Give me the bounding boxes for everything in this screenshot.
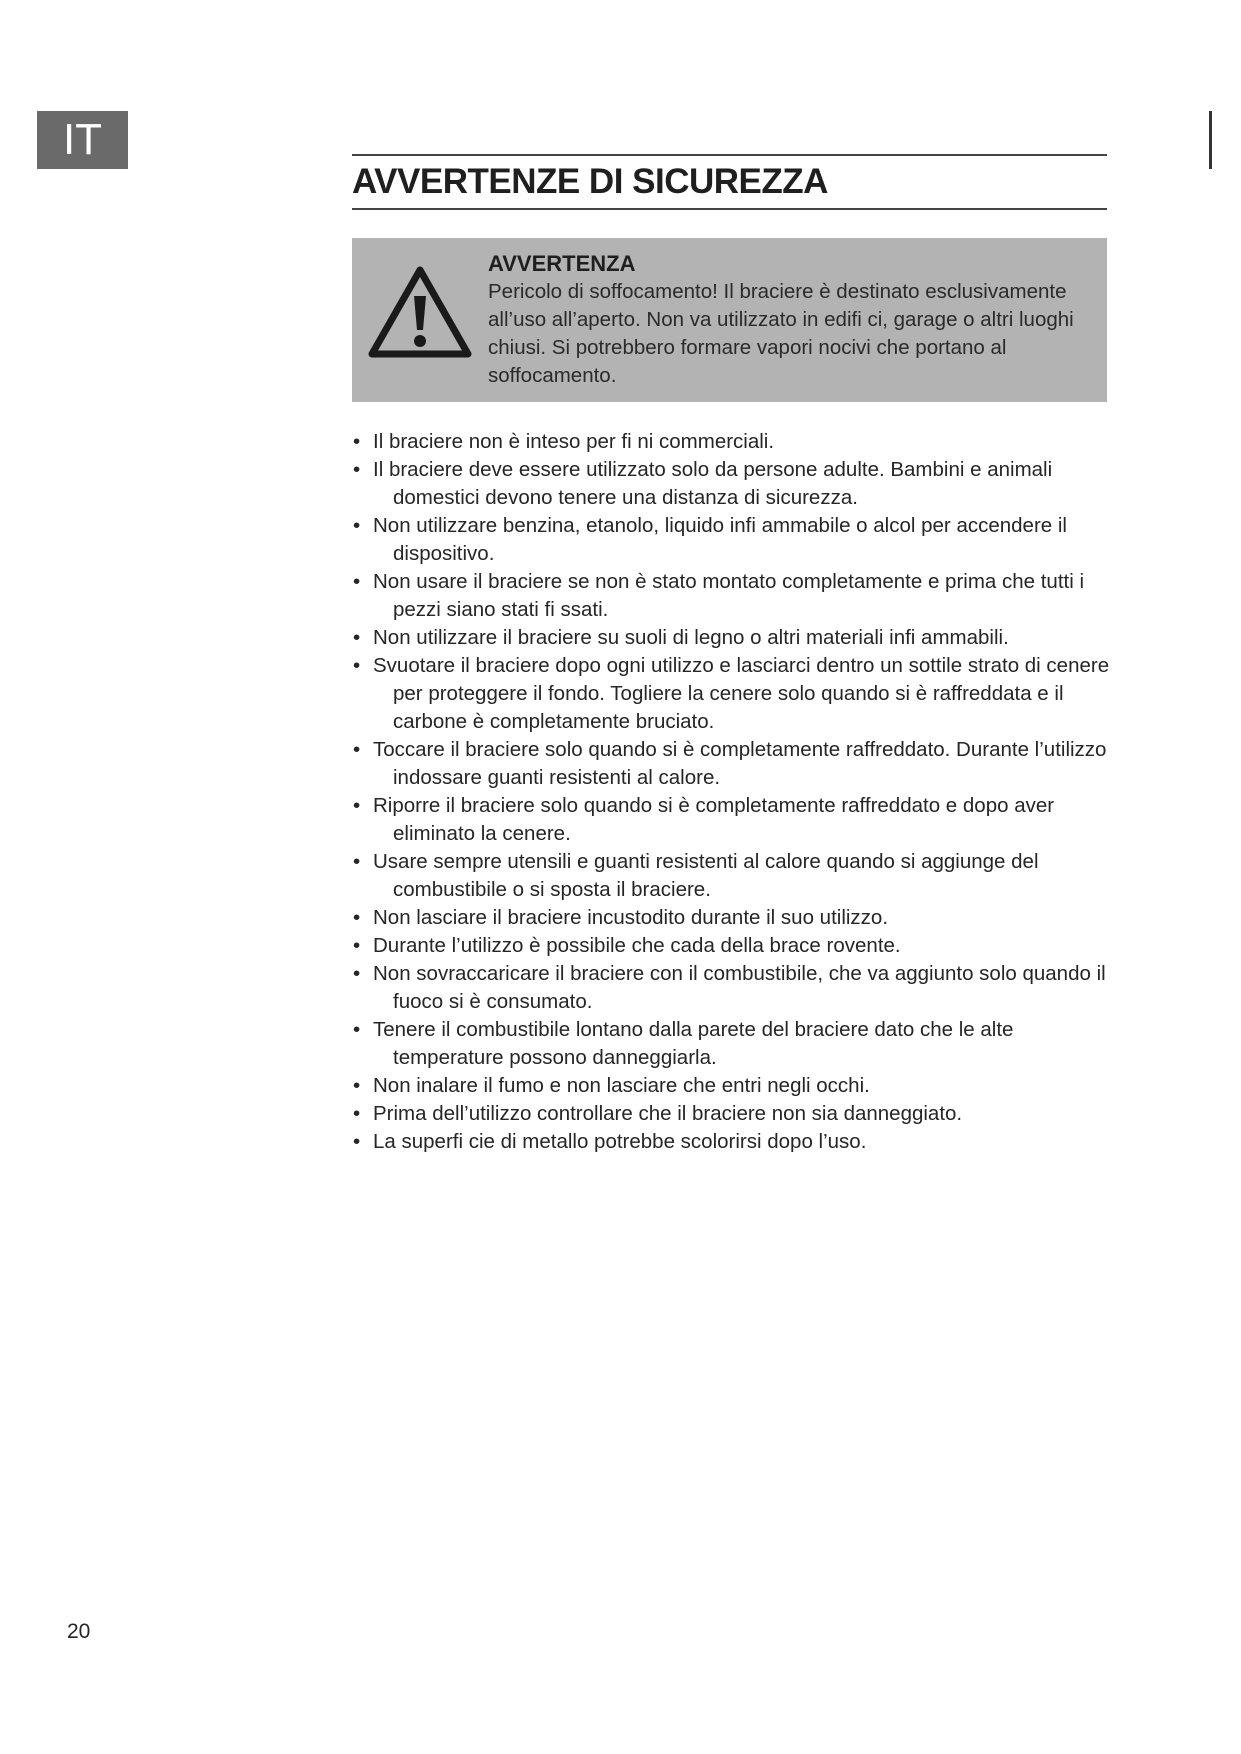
bullet-icon: • (353, 430, 361, 453)
page-number: 20 (67, 1620, 91, 1643)
warning-triangle-icon (366, 264, 474, 362)
bullet-icon: • (353, 1018, 361, 1041)
list-item (352, 960, 1112, 1016)
list-item-text: Non utilizzare benzina, etanolo, liquido infi ammabile o alcol per accendere il dispositivo. (373, 514, 1067, 565)
bullet-icon: • (353, 850, 361, 873)
bullet-icon: • (353, 962, 361, 985)
bullet-icon: • (353, 934, 361, 957)
list-item (352, 932, 1112, 960)
bullet-icon: • (353, 570, 361, 593)
page-title: AVVERTENZE DI SICUREZZA (352, 162, 828, 201)
list-item-text: Tenere il combustibile lontano dalla parete del braciere dato che le alte temperature possono danneggiarla. (373, 1018, 1014, 1069)
list-item-text: Durante l’utilizzo è possibile che cada della brace rovente. (373, 934, 901, 957)
safety-list (352, 428, 1112, 1156)
title-rule-top (352, 154, 1107, 156)
list-item-text: Non utilizzare il braciere su suoli di legno o altri materiali infi ammabili. (373, 626, 1009, 649)
bullet-icon: • (353, 1102, 361, 1125)
list-item (352, 456, 1112, 512)
list-item (352, 624, 1112, 652)
page-edge-marker (1209, 111, 1212, 169)
list-item-text: Svuotare il braciere dopo ogni utilizzo e lasciarci dentro un sottile strato di cenere per proteggere il fondo. Togliere la cenere solo quando si è raffreddata e il carbone è completamente bruciato. (373, 654, 1110, 733)
bullet-icon: • (353, 626, 361, 649)
list-item (352, 904, 1112, 932)
bullet-icon: • (353, 1130, 361, 1153)
list-item-text: Il braciere non è inteso per fi ni commerciali. (373, 430, 775, 453)
bullet-icon: • (353, 1074, 361, 1097)
bullet-icon: • (353, 906, 361, 929)
list-item-text: Non sovraccaricare il braciere con il combustibile, che va aggiunto solo quando il fuoco si è consumato. (373, 962, 1106, 1013)
list-item (352, 792, 1112, 848)
list-item-text: Non usare il braciere se non è stato montato completamente e prima che tutti i pezzi siano stati fi ssati. (373, 570, 1085, 621)
warning-heading: AVVERTENZA (488, 251, 636, 276)
list-item (352, 1016, 1112, 1072)
bullet-icon: • (353, 794, 361, 817)
list-item (352, 736, 1112, 792)
list-item (352, 848, 1112, 904)
list-item-text: Il braciere deve essere utilizzato solo da persone adulte. Bambini e animali domestici devono tenere una distanza di sicurezza. (373, 458, 1053, 509)
bullet-icon: • (353, 514, 361, 537)
list-item-text: Non lasciare il braciere incustodito durante il suo utilizzo. (373, 906, 889, 929)
list-item-text: Prima dell’utilizzo controllare che il braciere non sia danneggiato. (373, 1102, 963, 1125)
list-item (352, 652, 1112, 736)
list-item-text: Riporre il braciere solo quando si è completamente raffreddato e dopo aver eliminato la cenere. (373, 794, 1055, 845)
list-item (352, 512, 1112, 568)
language-tab: IT (37, 111, 128, 169)
list-item (352, 1072, 1112, 1100)
list-item (352, 428, 1112, 456)
list-item-text: Non inalare il fumo e non lasciare che entri negli occhi. (373, 1074, 870, 1097)
warning-box (352, 238, 1107, 402)
bullet-icon: • (353, 458, 361, 481)
list-item (352, 1100, 1112, 1128)
bullet-icon: • (353, 654, 361, 677)
list-item-text: Usare sempre utensili e guanti resistenti al calore quando si aggiunge del combustibile o si sposta il braciere. (373, 850, 1039, 901)
bullet-icon: • (353, 738, 361, 761)
list-item-text: Toccare il braciere solo quando si è completamente raffreddato. Durante l’utilizzo indossare guanti resistenti al calore. (373, 738, 1107, 789)
list-item-text: La superfi cie di metallo potrebbe scolorirsi dopo l’uso. (373, 1130, 867, 1153)
title-rule-bottom (352, 208, 1107, 210)
list-item (352, 568, 1112, 624)
warning-text: Pericolo di soffocamento! Il braciere è destinato esclusivamente all’uso all’aperto. Non va utilizzato in edifi ci, garage o altri luoghi chiusi. Si potrebbero formare vapori nocivi che portano al soffocamento. (488, 280, 1074, 387)
list-item (352, 1128, 1112, 1156)
